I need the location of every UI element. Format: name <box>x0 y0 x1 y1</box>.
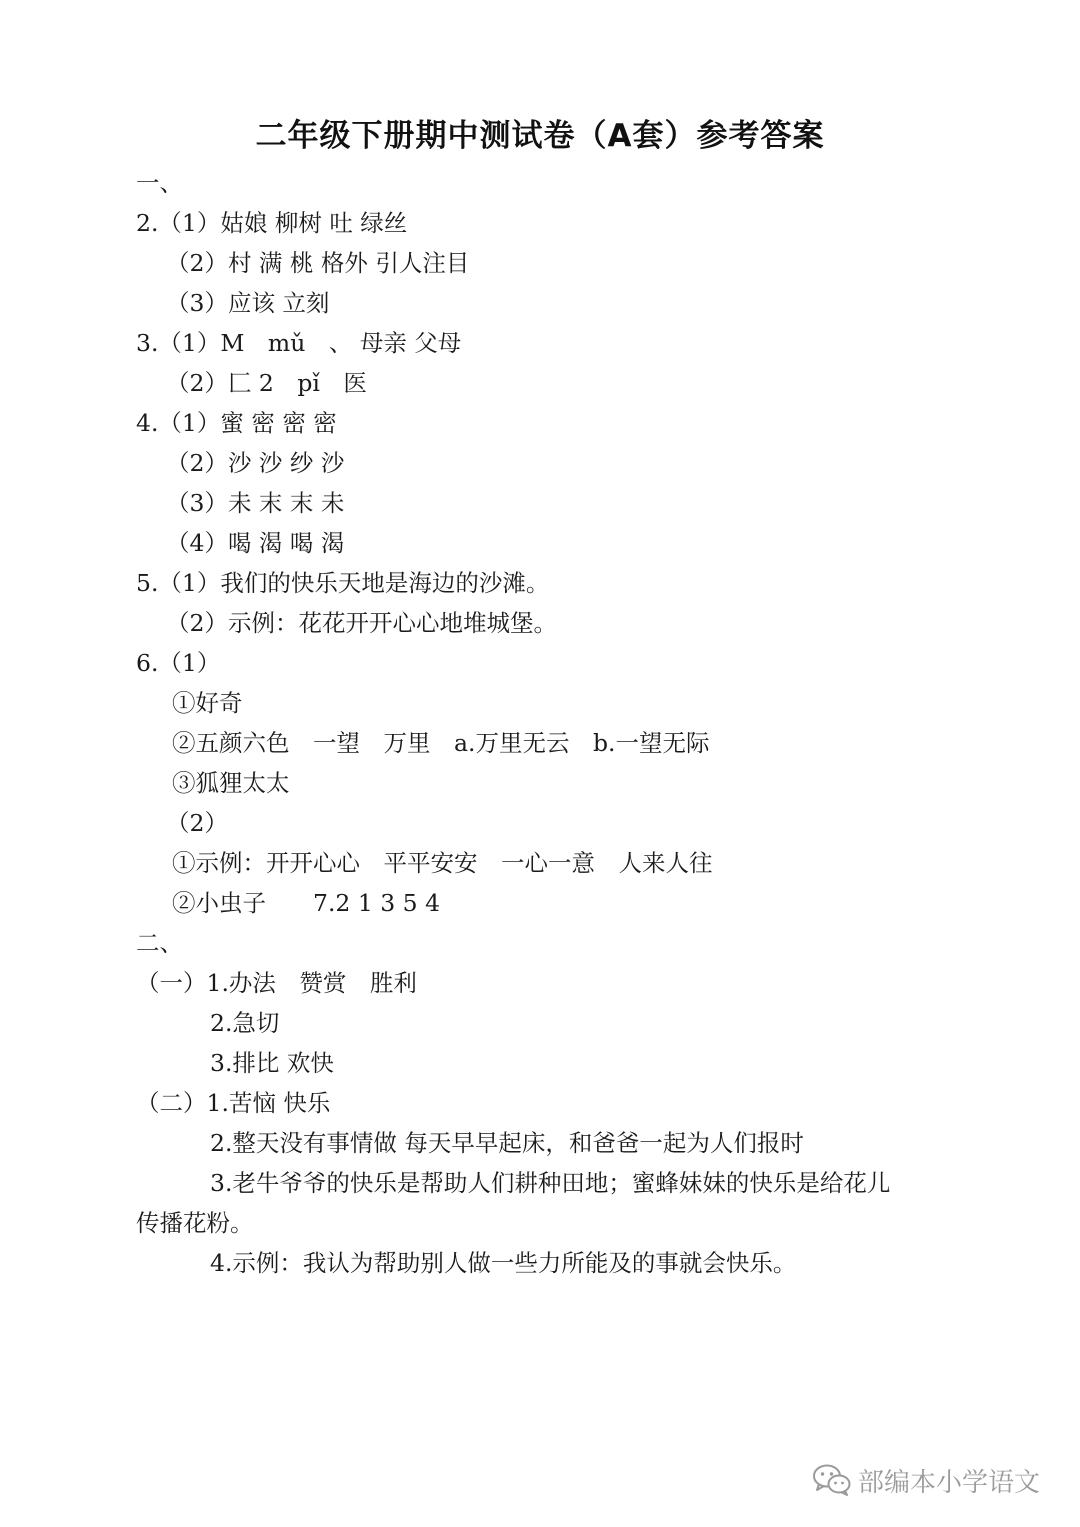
wechat-icon <box>812 1463 852 1497</box>
answer-line: （二）1.苦恼 快乐 <box>136 1089 331 1117</box>
answer-line: 4.示例：我认为帮助别人做一些力所能及的事就会快乐。 <box>210 1249 797 1277</box>
answer-line: ②五颜六色 一望 万里 a.万里无云 b.一望无际 <box>172 729 710 757</box>
answer-line: （3）未 末 末 未 <box>166 489 345 517</box>
answer-line: 2.（1）姑娘 柳树 吐 绿丝 <box>136 209 408 237</box>
answer-line: （2）匚 2 pǐ 医 <box>166 369 367 397</box>
page-title: 二年级下册期中测试卷（A套）参考答案 <box>255 118 825 154</box>
answer-line: 3.老牛爷爷的快乐是帮助人们耕种田地；蜜蜂妹妹的快乐是给花儿 <box>210 1169 891 1197</box>
answer-line: （2）示例：花花开开心心地堆城堡。 <box>166 609 557 637</box>
answer-line: 3.排比 欢快 <box>210 1049 334 1077</box>
answer-line: ①示例：开开心心 平平安安 一心一意 人来人往 <box>172 849 713 877</box>
answer-line: ③狐狸太太 <box>172 769 290 797</box>
answer-line: 2.急切 <box>210 1009 280 1037</box>
answer-line: 5.（1）我们的快乐天地是海边的沙滩。 <box>136 569 550 597</box>
answer-line: （2）村 满 桃 格外 引人注目 <box>166 249 470 277</box>
answer-line: ①好奇 <box>172 689 243 717</box>
answer-line: （2） <box>166 809 228 837</box>
section-1-heading: 一、 <box>136 169 183 197</box>
answer-line: （一）1.办法 赞赏 胜利 <box>136 969 417 997</box>
answer-line: 3.（1）M mǔ 、 母亲 父母 <box>136 329 462 357</box>
answer-line: （2）沙 沙 纱 沙 <box>166 449 345 477</box>
answer-line: 6.（1） <box>136 649 221 677</box>
watermark-text: 部编本小学语文 <box>858 1467 1041 1498</box>
watermark <box>812 1458 1062 1502</box>
answer-line: （4）喝 渴 喝 渴 <box>166 529 345 557</box>
answer-line: ②小虫子 7.2 1 3 5 4 <box>172 889 441 917</box>
answer-line: 传播花粉。 <box>136 1209 254 1237</box>
answer-line: （3）应该 立刻 <box>166 289 330 317</box>
answer-line: 4.（1）蜜 密 密 密 <box>136 409 337 437</box>
answer-line: 2.整天没有事情做 每天早早起床，和爸爸一起为人们报时 <box>210 1129 804 1157</box>
section-2-heading: 二、 <box>136 929 183 957</box>
